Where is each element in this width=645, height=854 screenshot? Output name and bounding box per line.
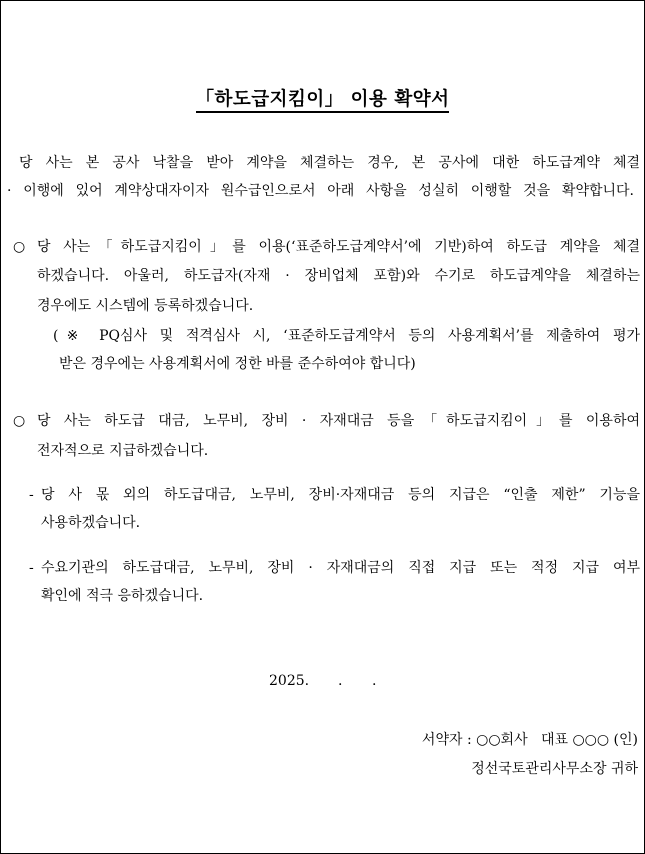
subitem-2-line-2: 확인에 적극 응하겠습니다. [41, 588, 204, 604]
subitem-1-dash-icon: - [29, 487, 34, 503]
recipient-line: 정선국토관리사무소장 귀하 [471, 761, 638, 777]
item-1-line-1: 당 사는「하도급지킴이」를 이용(‘표준하도급계약서’에 기반)하여 하도급 계약을 체결 [37, 239, 640, 255]
intro-line-2: · 이행에 있어 계약상대자이자 원수급인으로서 아래 사항을 성실히 이행할 것을 확약합니다. [7, 183, 634, 199]
item-1-line-3: 경우에도 시스템에 등록하겠습니다. [37, 298, 254, 314]
item-1-note-line-1: (※ PQ심사 및 적격심사 시, ‘표준하도급계약서 등의 사용계획서’를 제출하여 평가 [53, 328, 640, 344]
item-2-line-1: 당 사는 하도급 대금, 노무비, 장비 · 자재대금 등을「하도급지킴이」를 이용하여 [37, 413, 640, 429]
signature-line: 서약자 : ○○회사 대표 ○○○ (인) [421, 732, 638, 748]
document-title: 「하도급지킴이」 이용 확약서 [1, 85, 644, 111]
item-1-line-2: 하겠습니다. 아울러, 하도급자(자재 · 장비업체 포함)와 수기로 하도급계약을 체결하는 [37, 268, 640, 284]
subitem-1-line-2: 사용하겠습니다. [41, 515, 141, 531]
date-year: 2025. [269, 673, 310, 689]
item-2-line-2: 전자적으로 지급하겠습니다. [37, 443, 209, 459]
date-month-dot: . [338, 673, 343, 689]
subitem-2-line-1: 수요기관의 하도급대금, 노무비, 장비 · 자재대금의 직접 지급 또는 적정 지급 여부 [41, 560, 640, 576]
item-1-note-line-2: 받은 경우에는 사용계획서에 정한 바를 준수하여야 합니다) [59, 356, 416, 372]
intro-line-1: 당 사는 본 공사 낙찰을 받아 계약을 체결하는 경우, 본 공사에 대한 하도급계약 체결 [19, 155, 640, 171]
item-1-bullet-icon: ○ [13, 239, 26, 255]
subitem-2-dash-icon: - [29, 560, 34, 576]
item-2-bullet-icon: ○ [13, 413, 26, 429]
subitem-1-line-1: 당 사 몫 외의 하도급대금, 노무비, 장비·자재대금 등의 지급은 “인출 제한” 기능을 [41, 487, 641, 503]
date-day-dot: . [372, 673, 377, 689]
